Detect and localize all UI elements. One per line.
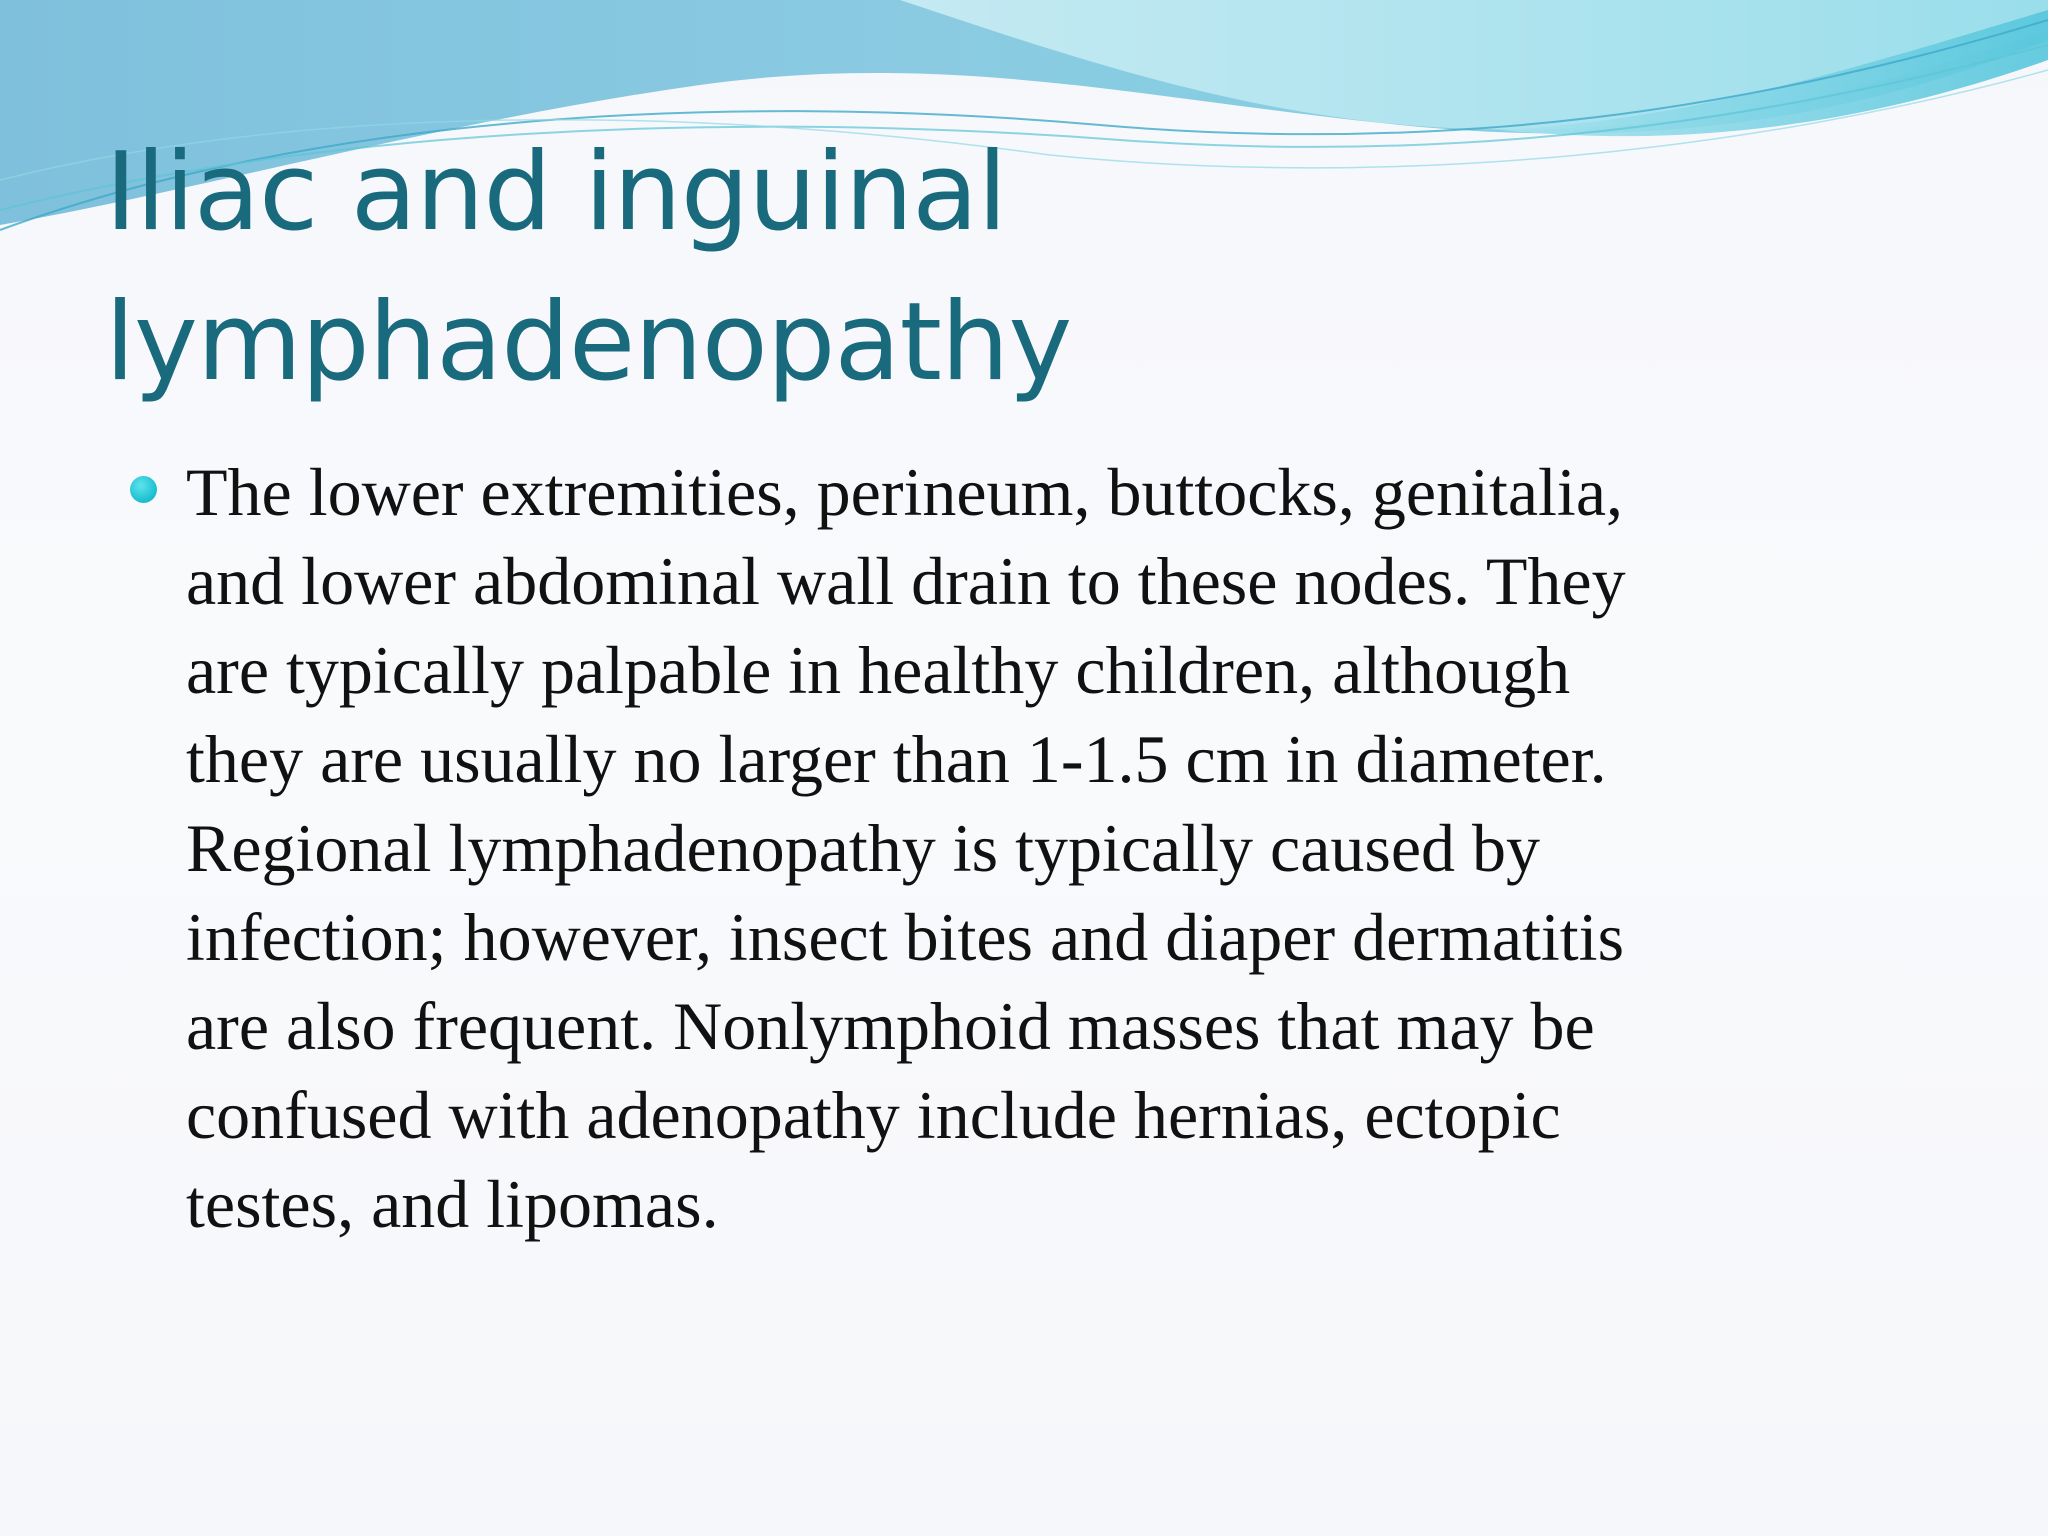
bullet-line: infection; however, insect bites and diaper dermatitis [186,899,1625,975]
bullet-line: are typically palpable in healthy children, although [186,632,1571,708]
bullet-dot-icon [130,476,157,503]
bullet-line: The lower extremities, perineum, buttocks, genitalia, [186,454,1623,530]
bullet-line: confused with adenopathy include hernias, ectopic [186,1077,1561,1153]
bullet-line: they are usually no larger than 1-1.5 cm in diameter. [186,721,1607,797]
bullet-line: Regional lymphadenopathy is typically caused by [186,810,1541,886]
slide-title [105,118,1905,418]
bullet-line: and lower abdominal wall drain to these nodes. They [186,543,1626,619]
bullet-item [130,448,1950,1249]
bullet-line: are also frequent. Nonlymphoid masses that may be [186,988,1595,1064]
slide-body [130,448,1950,1249]
slide-title-line: lymphadenopathy [105,280,1072,405]
bullet-line: testes, and lipomas. [186,1166,719,1242]
slide-title-line: Iliac and inguinal [105,130,1007,255]
bullet-text [186,448,1950,1249]
